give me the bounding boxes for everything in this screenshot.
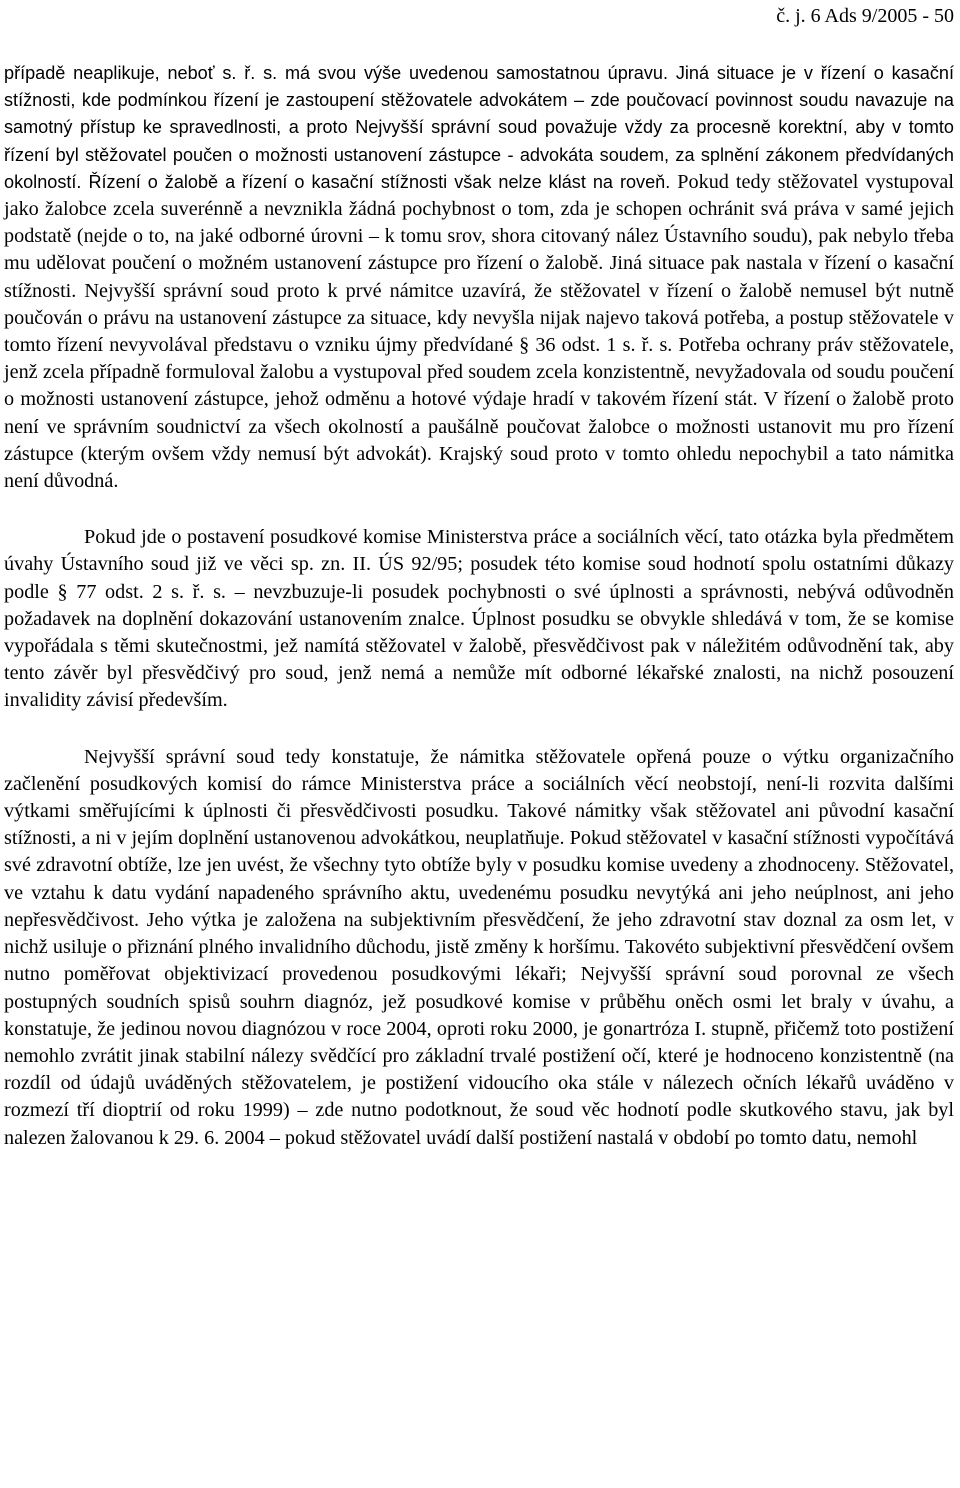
case-reference: č. j. 6 Ads 9/2005 - 50	[776, 5, 954, 27]
paragraph-3: Nejvyšší správní soud tedy konstatuje, že námitka stěžovatele opřená pouze o výtku organizačního začlenění posudkových komisí do rámce Ministerstva práce a sociálních věcí neobstojí, není-li rozvita dalšími výtkami směřujícími k úplnosti či přesvědčivosti posudku. Takové námitky však stěžovatel ani původní kasační stížnosti, a ni v jejím doplnění ustanovenou advokátkou, neuplatňuje. Pokud stěžovatel v kasační stížnosti vypočítává své zdravotní obtíže, lze jen uvést, že všechny tyto obtíže byly v posudku komise uvedeny a zhodnoceny. Stěžovatel, ve vztahu k datu vydání napadeného správního aktu, uvedenému posudku nevytýká ani jeho neúplnost, ani jeho nepřesvědčivost. Jeho výtka je založena na subjektivním přesvědčení, že jeho zdravotní stav doznal za osm let, v nichž usiluje o přiznání plného invalidního důchodu, jistě změny k horšímu. Takovéto subjektivní přesvědčení ovšem nutno poměřovat objektivizací provedenou posudkovými lékaři; Nejvyšší správní soud porovnal ze všech postupných soudních spisů souhrn diagnóz, jež posudkové komise v průběhu oněch osmi let braly v úvahu, a konstatuje, že jedinou novou diagnózou v roce 2004, oproti roku 2000, je gonartróza I. stupně, přičemž toto postižení nemohlo zvrátit jinak stabilní nálezy svědčící pro základní trvalé postižení očí, které je hodnoceno konzistentně (na rozdíl od údajů uváděných stěžovatelem, je postižení vidoucího oka stále v nálezech očních lékařů uváděno v rozmezí tří dioptrií od roku 1999) – zde nutno podotknout, že soud věc hodnotí podle skutkového stavu, jak byl nalezen žalovanou k 29. 6. 2004 – pokud stěžovatel uvádí další postižení nastalá v období po tomto datu, nemohl	[4, 745, 954, 1149]
paragraph-1-sans-part: případě neaplikuje, neboť s. ř. s. má svou výše uvedenou samostatnou úpravu. Jiná situace je v řízení o kasační stížnosti, kde podmínkou řízení je zastoupení stěžovatele advokátem – zde poučovací povinnost soudu navazuje na samotný přístup ke spravedlnosti, a proto Nejvyšší správní soud považuje vždy za procesně korektní, aby v tomto řízení byl stěžovatel poučen o možnosti ustanovení zástupce - advokáta soudem, za splnění zákonem předvídaných okolností. Řízení o žalobě a řízení o kasační stížnosti však nelze klást na roveň.	[4, 63, 954, 192]
paragraph-1-serif-part: Pokud tedy stěžovatel vystupoval jako žalobce zcela suverénně a nevznikla žádná pochybnost o tom, zda je schopen ochránit svá práva v samé jejich podstatě (nejde o to, na jaké odborné úrovni – k tomu srov, shora citovaný nález Ústavního soudu), pak nebylo třeba mu udělovat poučení o možném ustanovení zástupce pro řízení o žalobě. Jiná situace pak nastala v řízení o kasační stížnosti. Nejvyšší správní soud proto k prvé námitce uzavírá, že stěžovatel v řízení o žalobě nemusel být nutně poučován o právu na ustanovení zástupce za situace, kdy nevyšla nijak najevo taková potřeba, a postup stěžovatele v tomto řízení nevyvolával představu o vzniku újmy předvídané § 36 odst. 1 s. ř. s. Potřeba ochrany práv stěžovatele, jenž zcela případně formuloval žalobu a vystupoval před soudem zcela konzistentně, nevyžadovala od soudu poučení o možnosti ustanovení zástupce, jehož odměnu a hotové výdaje hradí v takovém řízení stát. V řízení o žalobě proto není ve správním soudnictví za všech okolností a paušálně poučovat žalobce o možnosti ustanovit mu pro řízení zástupce (kterým ovšem vždy nemusí být advokát). Krajský soud proto v tomto ohledu nepochybil a tato námitka není důvodná.	[4, 170, 954, 493]
paragraph-1	[4, 60, 954, 495]
paragraph-2: Pokud jde o postavení posudkové komise Ministerstva práce a sociálních věcí, tato otázka byla předmětem úvahy Ústavního soud již ve věci sp. zn. II. ÚS 92/95; posudek této komise soud hodnotí spolu ostatními důkazy podle § 77 odst. 2 s. ř. s. – nevzbuzuje-li posudek pochybnosti o své úplnosti a správnosti, nebývá odůvodněn požadavek na doplnění dokazování ustanovením znalce. Úplnost posudku se obvykle shledává v tom, že se komise vypořádala s těmi skutečnostmi, jež namítá stěžovatel v žalobě, přesvědčivost pak v náležitém odůvodnění tak, aby tento závěr byl přesvědčivý pro soud, jenž nemá a nemůže mít odborné lékařské znalosti, na nichž posouzení invalidity závisí především.	[4, 526, 954, 712]
document-body	[4, 60, 954, 1152]
